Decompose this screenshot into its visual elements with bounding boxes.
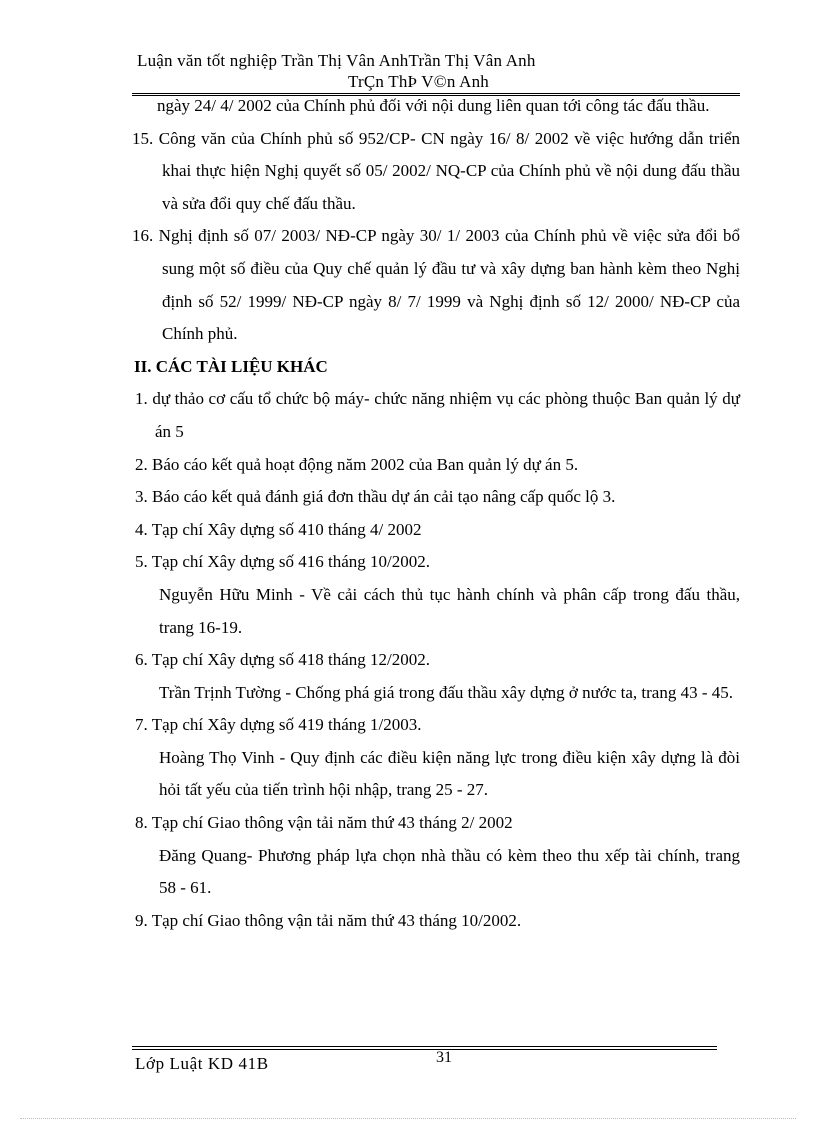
footer-divider (132, 1046, 717, 1050)
footer-class-label: Lớp Luật KD 41B (135, 1054, 269, 1073)
other-document-item-7: 7. Tạp chí Xây dựng số 419 tháng 1/2003. (135, 715, 422, 735)
continued-paragraph: ngày 24/ 4/ 2002 của Chính phủ đối với nội dung liên quan tới công tác đấu thầu. (157, 96, 710, 115)
other-document-item-1: 1. dự thảo cơ cấu tổ chức bộ máy- chức năng nhiệm vụ các phòng thuộc Ban quản lý dự án 5 (135, 389, 740, 441)
reference-item-16: 16. Nghị định số 07/ 2003/ NĐ-CP ngày 30/ 1/ 2003 của Chính phủ về việc sửa đổi bổ sung một số điều của Quy chế quản lý đầu tư và xây dựng ban hành kèm theo Nghị định số 52/ 1999/ NĐ-CP ngày 8/ 7/ 1999 và Nghị định số 12/ 2000/ NĐ-CP của Chính phủ. (132, 226, 740, 344)
article-entry-5: Nguyễn Hữu Minh - Về cải cách thủ tục hành chính và phân cấp trong đấu thầu, trang 16-19. (159, 584, 740, 637)
page-bottom-dotted-border (20, 1118, 796, 1119)
page-number: 31 (436, 1049, 452, 1066)
article-entry-8: Đăng Quang- Phương pháp lựa chọn nhà thầu có kèm theo thu xếp tài chính, trang 58 - 61. (159, 845, 740, 898)
document-body (132, 90, 740, 937)
other-document-item-6: 6. Tạp chí Xây dựng số 418 tháng 12/2002. (135, 650, 431, 670)
other-document-item-9: 9. Tạp chí Giao thông vận tải năm thứ 43 tháng 10/2002. (135, 910, 522, 930)
header-title-line-1: Luận văn tốt nghiệp Trần Thị Vân AnhTrần Thị Vân Anh (137, 51, 536, 70)
other-document-item-5: 5. Tạp chí Xây dựng số 416 tháng 10/2002. (135, 552, 431, 572)
other-document-item-2: 2. Báo cáo kết quả hoạt động năm 2002 của Ban quản lý dự án 5. (135, 454, 579, 474)
other-document-item-8: 8. Tạp chí Giao thông vận tải năm thứ 43 tháng 2/ 2002 (135, 813, 513, 833)
header-divider (132, 93, 740, 96)
section-heading-other-documents: II. CÁC TÀI LIỆU KHÁC (134, 356, 328, 376)
page-header (135, 50, 740, 92)
reference-item-15: 15. Công văn của Chính phủ số 952/CP- CN ngày 16/ 8/ 2002 về việc hướng dẫn triển khai thực hiện Nghị quyết số 05/ 2002/ NQ-CP của Chính phủ về nội dung đấu thầu và sửa đổi quy chế đấu thầu. (132, 128, 740, 213)
article-entry-7: Hoàng Thọ Vinh - Quy định các điều kiện năng lực trong điều kiện xây dựng là đòi hỏi tất yếu của tiến trình hội nhập, trang 25 - 27. (159, 747, 740, 800)
article-entry-6: Trần Trịnh Tường - Chống phá giá trong đấu thầu xây dựng ở nước ta, trang 43 - 45. (159, 682, 734, 702)
header-title-line-2: TrÇn ThÞ V©n Anh (348, 72, 489, 91)
other-document-item-4: 4. Tạp chí Xây dựng số 410 tháng 4/ 2002 (135, 519, 422, 539)
other-document-item-3: 3. Báo cáo kết quả đánh giá đơn thầu dự án cải tạo nâng cấp quốc lộ 3. (135, 487, 616, 507)
